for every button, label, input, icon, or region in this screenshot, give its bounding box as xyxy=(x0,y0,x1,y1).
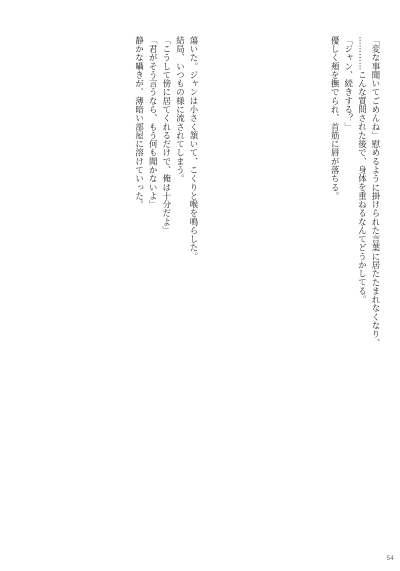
text-column-right: 「変な事聞いてごめんね」慰めるように掛けられた言葉に居たたまれなくなり、 …………こんな質問された後で、身体を重ねるなんてどうかしてる。 「ジャン、続きする？」 優しく頬を撫でられ、首筋に唇が落ちる。 xyxy=(330,36,381,348)
page-number: 54 xyxy=(386,555,394,562)
text-column-left: 蕩いた。ジャンは小さく頷いて、こくりと喉を鳴らした。 結局、いつもの様に流されてしまう。 「こうして傍に居てくれるだけで、俺は十分だよ」 「君がそう言うなら、もう何も聞かないよ」 静かな囁きが、薄暗い部屋に溶けていった。 xyxy=(134,36,199,261)
